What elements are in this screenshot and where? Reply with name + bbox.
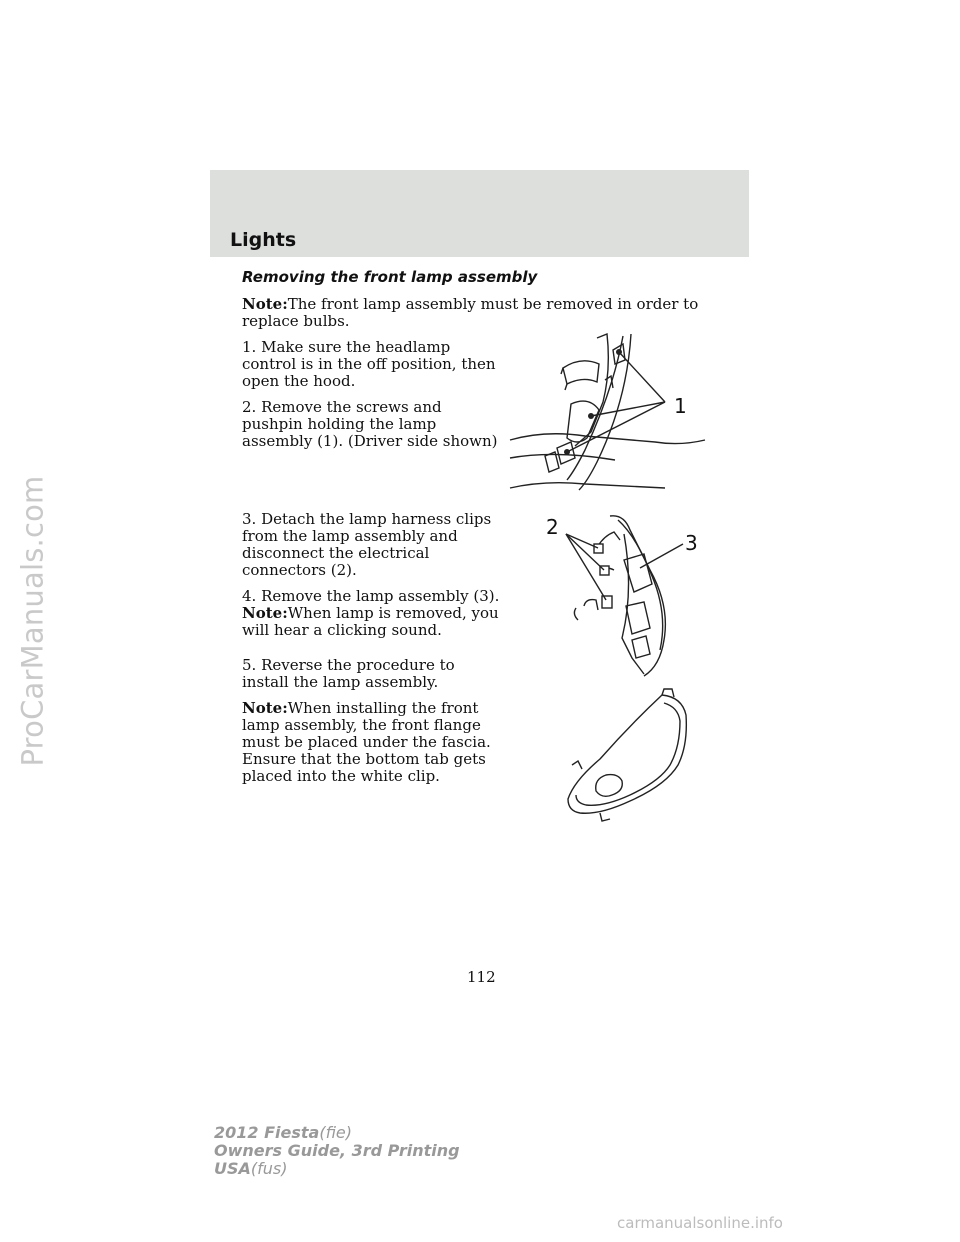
footer-market: USA bbox=[214, 1159, 251, 1178]
install-note-text: When installing the front lamp assembly, the front flange must be placed under the fascia. Ensure that the bottom tab gets placed into the white clip. bbox=[242, 699, 491, 785]
step-3: 3. Detach the lamp harness clips from the lamp assembly and disconnect the electrical connectors (2). bbox=[242, 510, 492, 579]
footer-guide: Owners Guide, 3rd Printing bbox=[214, 1141, 460, 1160]
footer-model-code: (fie) bbox=[319, 1123, 353, 1142]
step-4-note-label: Note: bbox=[242, 604, 288, 622]
section-heading: Removing the front lamp assembly bbox=[242, 268, 538, 286]
footer-model: 2012 Fiesta bbox=[214, 1123, 320, 1142]
intro-note-label: Note: bbox=[242, 295, 288, 313]
side-watermark bbox=[8, 0, 56, 1242]
intro-note-text: The front lamp assembly must be removed in order to replace bulbs. bbox=[242, 295, 699, 330]
step-5: 5. Reverse the procedure to install the lamp assembly. bbox=[242, 656, 455, 691]
figure-2-callout-2: 2 bbox=[546, 515, 559, 539]
install-note bbox=[242, 700, 504, 785]
figure-lamp-harness bbox=[540, 510, 725, 680]
step-4 bbox=[242, 588, 504, 639]
step-4-text: 4. Remove the lamp assembly (3). bbox=[242, 587, 500, 605]
figure-headlamp-assembly bbox=[560, 685, 720, 825]
footer bbox=[214, 1124, 460, 1178]
side-watermark-text: ProCarManuals.com bbox=[15, 475, 49, 767]
install-note-label: Note: bbox=[242, 699, 288, 717]
figure-1-callout-1: 1 bbox=[674, 394, 687, 418]
step-1: 1. Make sure the headlamp control is in the off position, then open the hood. bbox=[242, 338, 496, 390]
figure-lamp-fasteners bbox=[505, 330, 720, 495]
intro-note bbox=[242, 296, 742, 330]
bottom-watermark: carmanualsonline.info bbox=[617, 1214, 783, 1232]
chapter-title: Lights bbox=[230, 229, 297, 251]
step-4-note-text: When lamp is removed, you will hear a clicking sound. bbox=[242, 604, 499, 639]
chapter-header bbox=[210, 170, 749, 257]
figure-2-callout-3: 3 bbox=[685, 531, 698, 555]
footer-market-code: (fus) bbox=[250, 1159, 288, 1178]
page-number: 112 bbox=[467, 968, 496, 986]
step-2: 2. Remove the screws and pushpin holding the lamp assembly (1). (Driver side shown) bbox=[242, 398, 498, 450]
